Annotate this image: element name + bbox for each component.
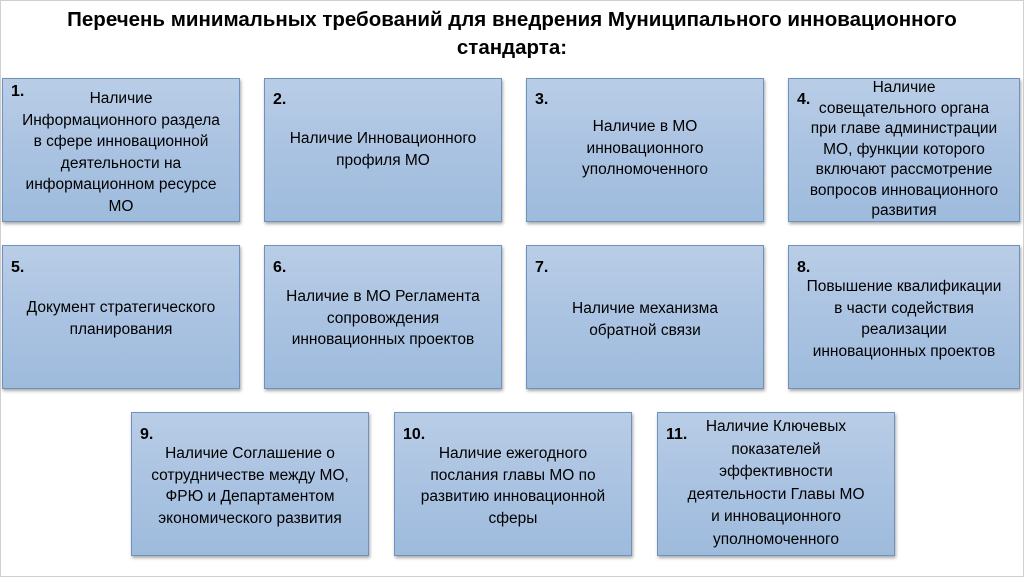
requirement-card-9: [131, 412, 369, 556]
card-number: 2.: [273, 91, 287, 108]
card-text-line: при главе администрации: [810, 120, 998, 137]
card-text-line: эффективности: [719, 463, 833, 480]
card-number: 8.: [797, 259, 811, 276]
card-text-line: Наличие механизма: [572, 300, 718, 317]
card-text-line: уполномоченного: [713, 530, 839, 548]
card-text-line: МО, функции которого: [823, 140, 985, 158]
card-text-line: МО: [108, 197, 134, 215]
card-text-line: реализации: [861, 321, 947, 338]
title-line-2: стандарта:: [456, 36, 568, 59]
card-number: 7.: [535, 259, 549, 276]
card-number: 11.: [666, 426, 688, 443]
card-text: [132, 443, 368, 529]
card-text-line: инновационных проектов: [291, 331, 475, 348]
card-text-line: обратной связи: [589, 321, 701, 339]
requirement-card-7: [526, 245, 764, 389]
card-text-line: Документ стратегического: [26, 299, 216, 316]
card-text-line: в сфере инновационной: [33, 133, 209, 150]
requirement-card-8: [788, 245, 1020, 389]
card-text-line: Повышение квалификации: [806, 278, 1002, 295]
card-text-line: развития: [871, 202, 937, 219]
card-text-line: ФРЮ и Департаментом: [165, 488, 335, 505]
card-text-line: вопросов инновационного: [809, 181, 999, 199]
card-text-line: в части содействия: [834, 299, 974, 317]
card-text-line: и инновационного: [711, 508, 841, 525]
card-text: [395, 443, 631, 529]
card-number: 3.: [535, 91, 549, 108]
requirement-card-3: [526, 78, 764, 222]
requirement-card-5: [2, 245, 240, 389]
card-text: [658, 416, 894, 551]
card-text-line: уполномоченного: [582, 161, 708, 178]
card-text-line: развитию инновационной: [420, 488, 606, 505]
requirement-card-1: [2, 78, 240, 222]
card-text: [789, 276, 1019, 362]
card-text-line: показателей: [731, 440, 821, 458]
card-number: 9.: [140, 426, 154, 443]
card-text-line: деятельности Главы МО: [687, 485, 865, 503]
card-text-line: профиля МО: [336, 151, 430, 169]
requirement-card-2: [264, 78, 502, 222]
card-text: [3, 297, 239, 340]
card-text-line: Информационного раздела: [22, 111, 220, 129]
card-text-line: послания главы МО по: [430, 466, 596, 484]
card-text: [789, 78, 1019, 222]
card-text-line: Наличие ежегодного: [438, 445, 588, 462]
title-line-1: Перечень минимальных требований для внедрения Муниципального инновационного: [67, 8, 957, 31]
card-number: 4.: [797, 91, 811, 108]
card-text-line: планирования: [69, 320, 173, 338]
card-text: [265, 286, 501, 351]
card-text-line: сопровождения: [326, 309, 440, 327]
card-number: 6.: [273, 259, 287, 276]
card-text-line: Наличие в МО Регламента: [286, 288, 480, 305]
card-number: 1.: [11, 83, 25, 100]
card-text-line: совещательного органа: [818, 99, 990, 117]
card-text-line: инновационных проектов: [812, 342, 996, 360]
card-text-line: инновационного: [586, 139, 704, 157]
requirement-card-4: [788, 78, 1020, 222]
card-text-line: Наличие в МО: [592, 118, 698, 135]
slide-title: [0, 6, 1024, 62]
card-text-line: включают рассмотрение: [815, 161, 993, 178]
card-number: 5.: [11, 259, 25, 276]
card-text-line: сотрудничестве между МО,: [151, 466, 349, 484]
card-number: 10.: [403, 426, 426, 443]
card-text-line: информационном ресурсе: [25, 176, 217, 193]
requirement-card-11: [657, 412, 895, 556]
requirement-card-10: [394, 412, 632, 556]
card-text-line: Наличие: [872, 79, 936, 96]
card-text-line: сферы: [488, 509, 538, 527]
card-text-line: деятельности на: [60, 154, 182, 172]
card-text-line: экономического развития: [158, 509, 342, 527]
card-text-line: Наличие Ключевых: [705, 418, 847, 435]
card-text-line: Наличие Инновационного: [289, 130, 477, 147]
requirement-card-6: [264, 245, 502, 389]
card-text-line: Наличие: [89, 90, 153, 107]
card-text: [527, 116, 763, 181]
card-text: [3, 88, 239, 217]
card-text: [265, 128, 501, 171]
card-text-line: Наличие Соглашение о: [165, 445, 335, 462]
card-text: [527, 298, 763, 341]
